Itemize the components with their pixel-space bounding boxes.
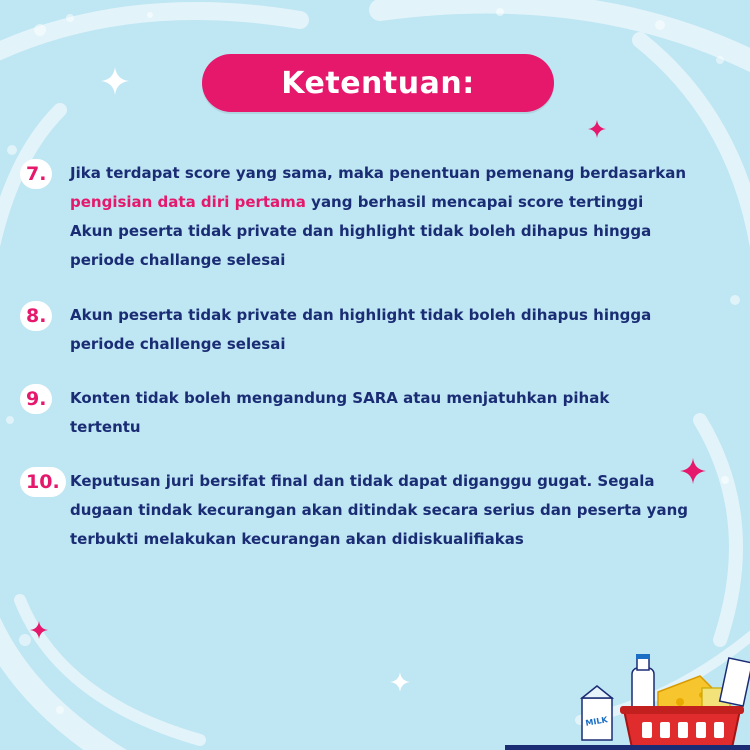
title-banner: [202, 54, 554, 112]
rule-item-9: [0, 384, 750, 444]
milk-bottle-icon: [632, 654, 654, 714]
grocery-basket-illustration: [570, 640, 750, 750]
rule-text: [70, 467, 730, 554]
rule-number-badge: 7.: [20, 159, 52, 189]
basket-icon: [620, 706, 744, 748]
page-title: Ketentuan:: [281, 65, 475, 101]
rule-item-8: [0, 301, 750, 361]
sparkle-icon: [390, 672, 410, 692]
rule-line: terbukti melakukan kecurangan akan didiskualifiakas: [70, 530, 524, 548]
rule-line: Keputusan juri bersifat final dan tidak dapat diganggu gugat. Segala: [70, 472, 655, 490]
rule-line: periode challange selesai: [70, 251, 286, 269]
rule-number-badge: 10.: [20, 467, 66, 497]
rule-item-10: [0, 467, 750, 557]
rule-number-badge: 9.: [20, 384, 52, 414]
milk-carton-icon: [720, 658, 750, 706]
rule-line: Konten tidak boleh mengandung SARA atau menjatuhkan pihak: [70, 389, 610, 407]
rule-line: Jika terdapat score yang sama, maka penentuan pemenang berdasarkan: [70, 164, 687, 182]
sparkle-icon: [101, 67, 129, 95]
rule-text: [70, 384, 730, 442]
rule-line: Akun peserta tidak private dan highlight tidak boleh dihapus hingga: [70, 306, 652, 324]
rule-number-badge: 8.: [20, 301, 52, 331]
rule-line: periode challenge selesai: [70, 335, 286, 353]
bottom-accent-bar: [505, 745, 750, 750]
rule-item-7: [0, 159, 750, 279]
rule-line: dugaan tindak kecurangan akan ditindak secara serius dan peserta yang: [70, 501, 688, 519]
rule-text: [70, 301, 730, 359]
milk-label: MILK: [584, 715, 609, 728]
rule-line: tertentu: [70, 418, 141, 436]
sparkle-icon: [30, 621, 48, 639]
rule-highlight-text: pengisian data diri pertama: [70, 193, 306, 211]
milk-carton-icon: [582, 686, 612, 740]
rule-text: [70, 159, 730, 275]
sparkle-icon: [588, 120, 606, 138]
rule-line: yang berhasil mencapai score tertinggi: [305, 193, 644, 211]
rule-line: Akun peserta tidak private dan highlight tidak boleh dihapus hingga: [70, 222, 652, 240]
